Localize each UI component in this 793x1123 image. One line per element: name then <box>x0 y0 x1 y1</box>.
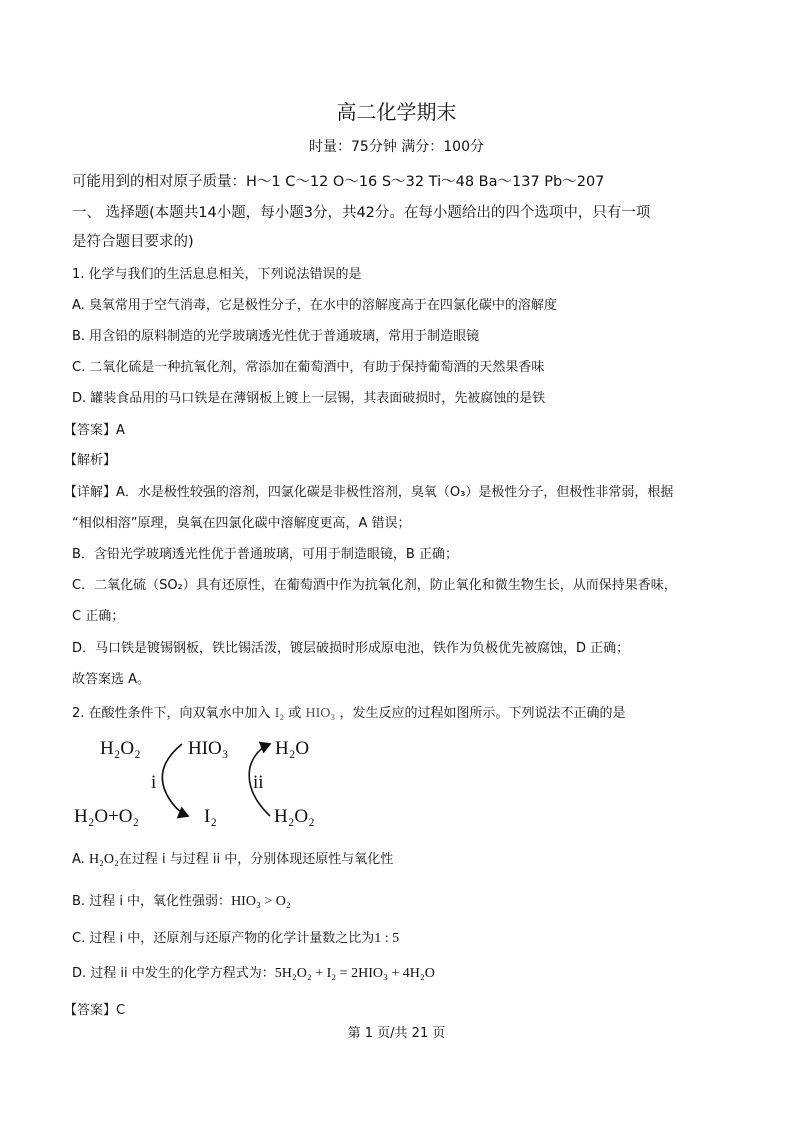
q1-option-a: A. 臭氧常用于空气消毒，它是极性分子，在水中的溶解度高于在四氯化碳中的溶解度 <box>72 298 557 313</box>
q1-detail-line7: 故答案选 A。 <box>72 672 151 687</box>
q2-option-c-formula: 1 : 5 <box>374 931 400 946</box>
q1-option-b: B. 用含铅的原料制造的光学玻璃透光性优于普通玻璃，常用于制造眼镜 <box>72 329 480 344</box>
cycle-i-arrow <box>162 744 188 816</box>
page-footer: 第 1 页/共 21 页 <box>347 1026 446 1041</box>
q2-stem-post: ，发生反应的过程如图所示。下列说法不正确的是 <box>339 706 626 721</box>
q1-detail-line2: “相似相溶”原理，臭氧在四氯化碳中溶解度更高，A 错误； <box>72 516 411 531</box>
q1-detail-line1: 【详解】A．水是极性较强的溶剂，四氯化碳是非极性溶剂，臭氧（O₃）是极性分子，但极性非常弱，根据 <box>64 485 674 500</box>
q1-answer-value: A <box>116 423 125 438</box>
section-heading-line2: 是符合题目要求的) <box>72 234 194 250</box>
q1-answer <box>64 419 125 438</box>
q2-option-c <box>72 927 399 947</box>
q2-option-a-post: 在过程 i 与过程 ii 中，分别体现还原性与氧化性 <box>118 852 394 867</box>
q2-stem-or: 或 <box>288 706 302 721</box>
q2-stem <box>72 702 625 722</box>
diagram-label-i: i <box>151 772 157 793</box>
q2-answer-value: C <box>116 1003 126 1018</box>
q2-option-a <box>72 848 393 868</box>
q1-stem: 1. 化学与我们的生活息息相关，下列说法错误的是 <box>72 267 362 282</box>
diagram-i2: I₂ <box>204 806 217 827</box>
q2-stem-pre: 2. 在酸性条件下，向双氧水中加入 <box>72 706 271 721</box>
q1-detail-line5: C 正确； <box>72 609 125 624</box>
q2-stem-hio3: HIO₃ <box>305 706 336 721</box>
q2-option-d <box>72 962 435 982</box>
atomic-masses: 可能用到的相对原子质量：H～1 C～12 O～16 S～32 Ti～48 Ba～137 Pb～207 <box>72 174 605 190</box>
q2-option-d-pre: D. 过程 ii 中发生的化学方程式为： <box>72 966 275 981</box>
q2-option-a-formula: H₂O₂ <box>88 852 119 867</box>
q2-option-b-formula: HIO₃ > O₂ <box>231 894 291 909</box>
q1-answer-label: 【答案】 <box>64 423 117 438</box>
page-title: 高二化学期末 <box>336 100 457 124</box>
q1-analysis-label: 【解析】 <box>64 453 117 468</box>
reaction-cycle-diagram <box>70 732 330 832</box>
q2-stem-i2: I₂ <box>274 706 285 721</box>
q1-detail-line4: C．二氧化硫（SO₂）具有还原性，在葡萄酒中作为抗氧化剂，防止氧化和微生物生长，从而保持果香味， <box>72 578 677 593</box>
diagram-h2o-o2: H₂O+O₂ <box>74 806 140 827</box>
exam-meta: 时量：75分钟 满分：100分 <box>309 139 484 155</box>
section-heading-line1: 一、 选择题(本题共14小题，每小题3分，共42分。在每小题给出的四个选项中，只有一项 <box>72 205 651 221</box>
diagram-label-ii: ii <box>253 772 264 793</box>
q2-option-c-pre: C. 过程 i 中，还原剂与还原产物的化学计量数之比为 <box>72 931 375 946</box>
diagram-h2o2-bottom: H₂O₂ <box>274 806 315 827</box>
q2-option-b-pre: B. 过程 i 中，氧化性强弱： <box>72 894 232 909</box>
q2-option-d-formula: 5H₂O₂ + I₂ = 2HIO₃ + 4H₂O <box>274 966 435 981</box>
diagram-h2o-top: H₂O <box>275 738 310 759</box>
q1-option-c: C. 二氧化硫是一种抗氧化剂，常添加在葡萄酒中，有助于保持葡萄酒的天然果香味 <box>72 360 545 375</box>
q1-option-d: D. 罐装食品用的马口铁是在薄钢板上镀上一层锡，其表面破损时，先被腐蚀的是铁 <box>72 391 546 406</box>
q1-detail-line6: D．马口铁是镀锡钢板，铁比锡活泼，镀层破损时形成原电池，铁作为负极优先被腐蚀，D 正确； <box>72 641 630 656</box>
diagram-h2o2-top: H₂O₂ <box>100 738 141 759</box>
q2-answer-label: 【答案】 <box>64 1003 117 1018</box>
q2-option-a-pre: A. <box>72 852 85 867</box>
diagram-hio3: HIO₃ <box>188 738 229 759</box>
q1-detail-line3: B．含铅光学玻璃透光性优于普通玻璃，可用于制造眼镜，B 正确； <box>72 547 458 562</box>
q2-answer <box>64 999 125 1018</box>
q2-option-b <box>72 890 291 910</box>
